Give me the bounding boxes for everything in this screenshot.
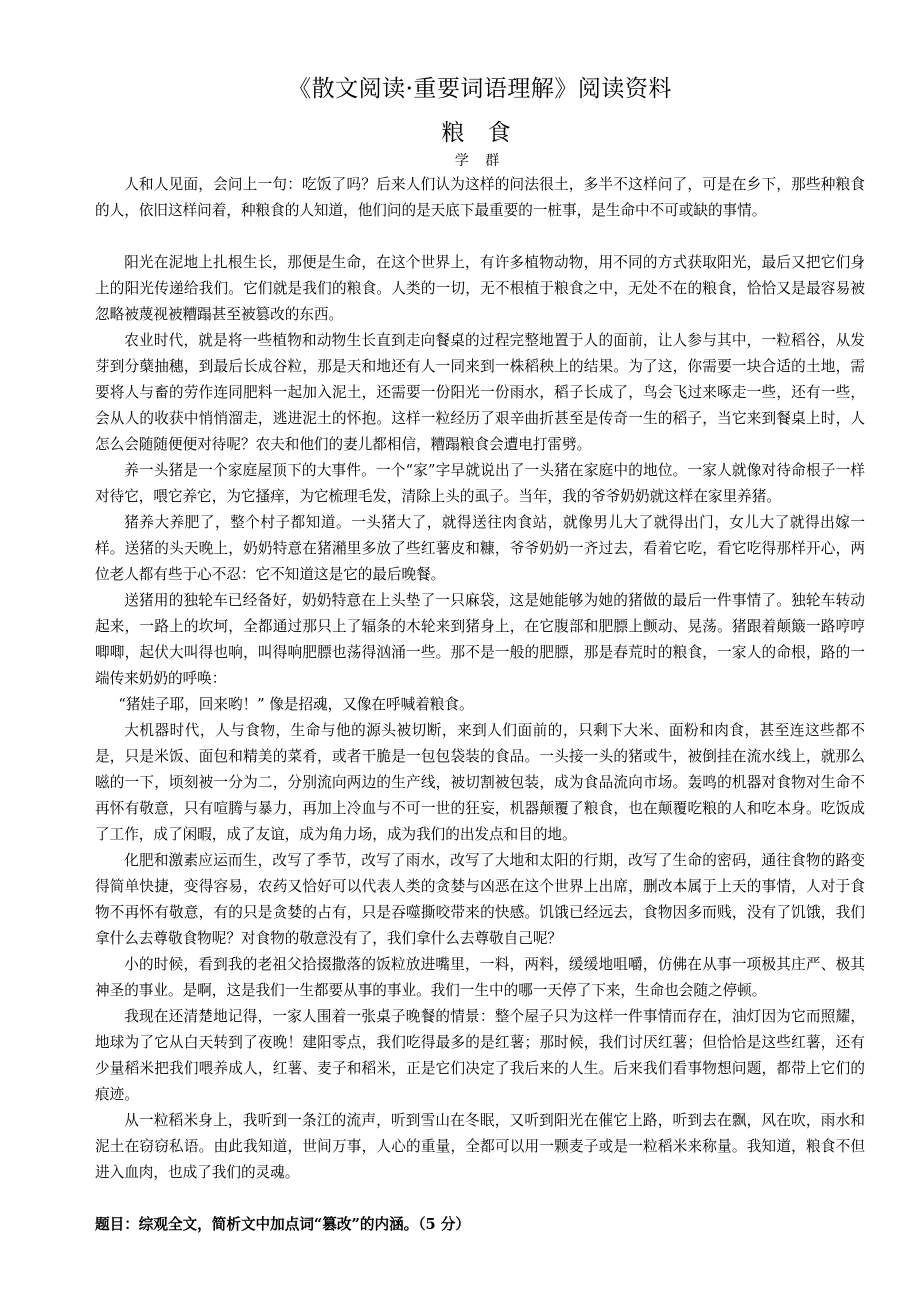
paragraph-7-quote: “猪娃子耶，回来哟！” 像是招魂，又像在呼喊着粮食。 <box>118 696 474 713</box>
paragraph-8: 大机器时代，人与食物，生命与他的源头被切断，来到人们面前的，只剩下大米、面粉和肉食，甚至连这些都不是，只是米饭、面包和精美的菜肴，或者干脆是一包包袋装的食品。一头接一头的猪或牛，被倒挂在流水线上，就那么嗞的一下，顷刻被一分为二，分别流向两边的生产线，被切割被包装，成为食品流向市场。轰鸣的机器对食物对生命不再怀有敬意，只有喧腾与暴力，再加上冷血与不可一世的狂妄，机器颠覆了粮食，也在颠覆吃粮的人和吃本身。吃饭成了工作，成了闲暇，成了友谊，成为角力场，成为我们的出发点和目的地。 <box>95 722 865 843</box>
paragraph-1: 人和人见面，会问上一句：吃饭了吗？后来人们认为这样的问法很土，多半不这样问了，可是在乡下，那些种粮食的人，依旧这样问着，种粮食的人知道，他们问的是天底下最重要的一桩事，是生命中不可或缺的事情。 <box>95 176 865 219</box>
author-name: 学 群 <box>454 153 506 169</box>
document-title: 《散文阅读·重要词语理解》阅读资料 <box>288 76 672 102</box>
paragraph-5: 猪养大养肥了，整个村子都知道。一头猪大了，就得送往肉食站，就像男儿大了就得出门，女儿大了就得出嫁一样。送猪的头天晚上，奶奶特意在猪潲里多放了些红薯皮和糠，爷爷奶奶一齐过去，看着它吃，看它吃得那样开心，两位老人都有些于心不忍：它不知道这是它的最后晚餐。 <box>95 514 865 583</box>
paragraph-6: 送猪用的独轮车已经备好，奶奶特意在上头垫了一只麻袋，这是她能够为她的猪做的最后一件事情了。独轮车转动起来，一路上的坎坷，全都通过那只上了辐条的木轮来到猪身上，在它腹部和肥膘上颤动、晃荡。猪跟着颠簸一路哼哼唧唧，起伏大叫得也响，叫得响肥膘也荡得汹涌一些。那不是一般的肥膘，那是春荒时的粮食，一家人的命根，路的一端传来奶奶的呼唤： <box>95 592 865 687</box>
essay-title: 粮 食 <box>441 120 519 146</box>
paragraph-12: 从一粒稻米身上，我听到一条江的流声，听到雪山在冬眠，又听到阳光在催它上路，听到去在飘，风在吹，雨水和泥土在窃窃私语。由此我知道，世间万事，人心的重量，全都可以用一颗麦子或是一粒稻米来称量。我知道，粮食不但进入血肉，也成了我们的灵魂。 <box>95 1112 865 1181</box>
paragraph-3: 农业时代，就是将一些植物和动物生长直到走向餐桌的过程完整地置于人的面前，让人参与其中，一粒稻谷，从发芽到分蘖抽穗，到最后长成谷粒，那是天和地还有人一同来到一株稻秧上的结果。为了这，你需要一块合适的土地，需要将人与畜的劳作连同肥料一起加入泥土，还需要一份阳光一份雨水，稻子长成了，鸟会飞过来啄走一些，还有一些，会从人的收获中悄悄溜走，逃进泥土的怀抱。这样一粒经历了艰辛曲折甚至是传奇一生的稻子，当它来到餐桌上时，人怎么会随随便便对待呢？农夫和他们的妻儿都相信，糟蹋粮食会遭电打雷劈。 <box>95 332 865 453</box>
paragraph-2: 阳光在泥地上扎根生长，那便是生命，在这个世界上，有许多植物动物，用不同的方式获取阳光，最后又把它们身上的阳光传递给我们。它们就是我们的粮食。人类的一切，无不根植于粮食之中，无处不在的粮食，恰恰又是最容易被忽略被蔑视被糟蹋甚至被篡改的东西。 <box>95 254 865 323</box>
document-page <box>95 72 865 1238</box>
paragraph-4: 养一头猪是一个家庭屋顶下的大事件。一个“家”字早就说出了一头猪在家庭中的地位。一家人就像对待命根子一样对待它，喂它养它，为它搔痒，为它梳理毛发，清除上头的虱子。当年，我的爷爷奶奶就这样在家里养猪。 <box>95 462 865 505</box>
paragraph-10: 小的时候，看到我的老祖父拾掇撒落的饭粒放进嘴里，一料，两料，缓缓地咀嚼，仿佛在从事一项极其庄严、极其神圣的事业。是啊，这是我们一生都要从事的事业。我们一生中的哪一天停了下来，生命也会随之停顿。 <box>95 956 865 999</box>
paragraph-9: 化肥和激素应运而生，改写了季节，改写了雨水，改写了大地和太阳的行期，改写了生命的密码，通往食物的路变得简单快捷，变得容易，农药又恰好可以代表人类的贪婪与凶恶在这个世界上出席，删改本属于上天的事情，人对于食物不再怀有敬意，有的只是贪婪的占有，只是吞噬撕咬带来的快感。饥饿已经远去，食物因多而贱，没有了饥饿，我们拿什么去尊敬食物呢？对食物的敬意没有了，我们拿什么去尊敬自己呢？ <box>95 852 865 947</box>
question-prompt: 题目：综观全文，简析文中加点词“篡改”的内涵。（5 分） <box>95 1216 470 1233</box>
paragraph-11: 我现在还清楚地记得，一家人围着一张桌子晚餐的情景：整个屋子只为这样一件事情而存在，油灯因为它而照耀，地球为了它从白天转到了夜晚！建阳零点，我们吃得最多的是红薯；那时候，我们讨厌红薯；但恰恰是这些红薯，还有少量稻米把我们喂养成人，红薯、麦子和稻米，正是它们决定了我后来的人生。后来我们看事物想问题，都带上它们的痕迹。 <box>95 1008 865 1103</box>
